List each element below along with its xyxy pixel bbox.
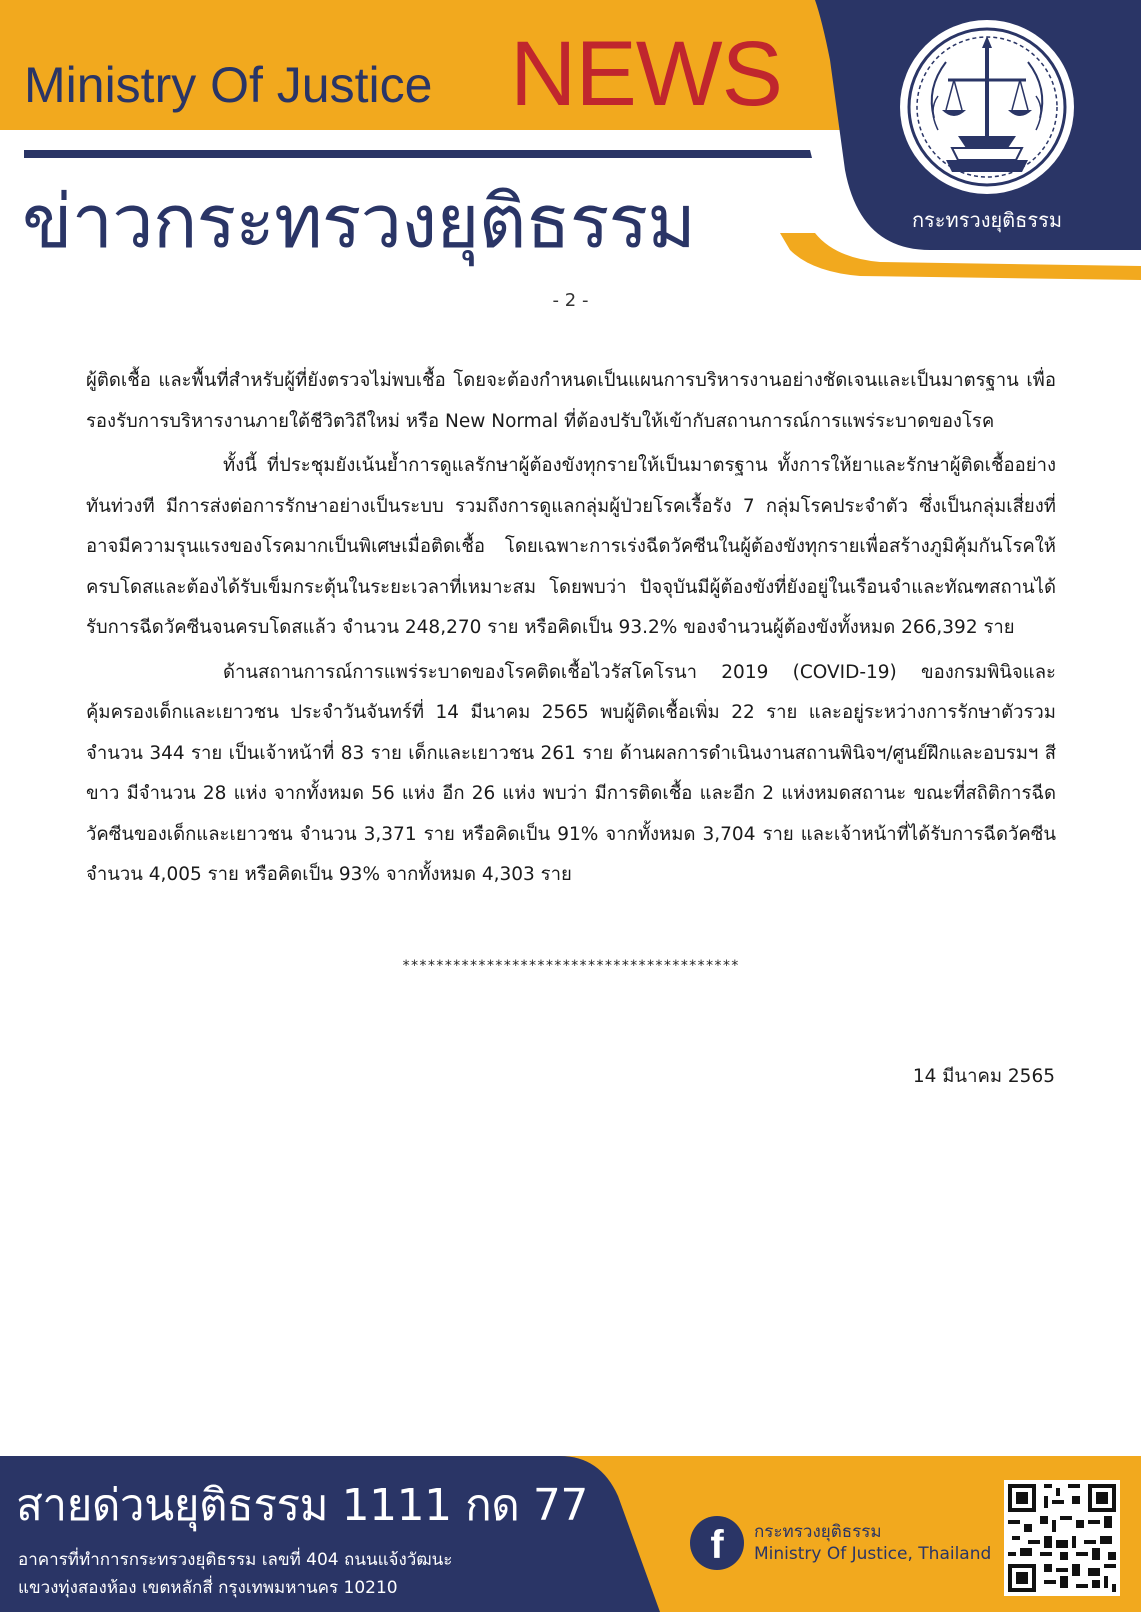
brand-title-english: Ministry Of Justice — [24, 57, 433, 113]
qr-code-icon[interactable] — [1004, 1480, 1120, 1596]
page-number: - 2 - — [552, 290, 589, 311]
hotline-title: สายด่วนยุติธรรม 1111 กด 77 — [16, 1480, 588, 1531]
article-body — [86, 361, 1056, 896]
facebook-page-name-english[interactable]: Ministry Of Justice, Thailand — [754, 1544, 992, 1564]
address-line-1: อาคารที่ทำการกระทรวงยุติธรรม เลขที่ 404 ถนนแจ้งวัฒนะ — [18, 1550, 453, 1570]
section-separator: **************************************** — [401, 958, 740, 974]
brand-news-wordmark: NEWS — [510, 23, 782, 125]
paragraph-youth-covid: ด้านสถานการณ์การแพร่ระบาดของโรคติดเชื้อไวรัสโคโรนา 2019 (COVID-19) ของกรมพินิจและคุ้มครองเด็กและเยาวชน ประจำวันจันทร์ที่ 14 มีนาคม 2565 พบผู้ติดเชื้อเพิ่ม 22 ราย และอยู่ระหว่างการรักษาตัวรวมจำนวน 344 ราย เป็นเจ้าหน้าที่ 83 ราย เด็กและเยาวชน 261 ราย ด้านผลการดำเนินงานสถานพินิจฯ/ศูนย์ฝึกและอบรมฯ สีขาว มีจำนวน 28 แห่ง จากทั้งหมด 56 แห่ง อีก 26 แห่ง พบว่า มีการติดเชื้อ และอีก 2 แห่งหมดสถานะ ขณะที่สถิติการฉีดวัคซีนของเด็กและเยาวชน จำนวน 3,371 ราย หรือคิดเป็น 91% จากทั้งหมด 3,704 ราย และเจ้าหน้าที่ได้รับการฉีดวัคซีน จำนวน 4,005 ราย หรือคิดเป็น 93% จากทั้งหมด 4,303 ราย — [86, 661, 1056, 885]
address-line-2: แขวงทุ่งสองห้อง เขตหลักสี่ กรุงเทพมหานคร 10210 — [18, 1578, 398, 1598]
facebook-icon[interactable]: f — [690, 1516, 744, 1570]
letterhead — [0, 0, 1141, 290]
footer-banner — [0, 1456, 1141, 1612]
paragraph-continuation: ผู้ติดเชื้อ และพื้นที่สำหรับผู้ที่ยังตรวจไม่พบเชื้อ โดยจะต้องกำหนดเป็นแผนการบริหารงานอย่างชัดเจนและเป็นมาตรฐาน เพื่อรองรับการบริหารงานภายใต้ชีวิตวิถีใหม่ หรือ New Normal ที่ต้องปรับให้เข้ากับสถานการณ์การแพร่ระบาดของโรค — [86, 370, 1056, 432]
ministry-address — [18, 1546, 518, 1602]
ministry-seal-icon — [898, 18, 1076, 196]
brand-title-thai: ข่าวกระทรวงยุติธรรม — [22, 179, 696, 265]
seal-caption: กระทรวงยุติธรรม — [911, 208, 1063, 232]
facebook-page-name-thai[interactable]: กระทรวงยุติธรรม — [754, 1522, 882, 1542]
paragraph-inmate-care: ทั้งนี้ ที่ประชุมยังเน้นย้ำการดูแลรักษาผู้ต้องขังทุกรายให้เป็นมาตรฐาน ทั้งการให้ยาและรักษาผู้ติดเชื้ออย่างทันท่วงที มีการส่งต่อการรักษาอย่างเป็นระบบ รวมถึงการดูแลกลุ่มผู้ป่วยโรคเรื้อรัง 7 กลุ่มโรคประจำตัว ซึ่งเป็นกลุ่มเสี่ยงที่อาจมีความรุนแรงของโรคมากเป็นพิเศษเมื่อติดเชื้อ โดยเฉพาะการเร่งฉีดวัคซีนในผู้ต้องขังทุกรายเพื่อสร้างภูมิคุ้มกันโรคให้ครบโดสและต้องได้รับเข็มกระตุ้นในระยะเวลาที่เหมาะสม โดยพบว่า ปัจจุบันมีผู้ต้องขังที่ยังอยู่ในเรือนจำและทัณฑสถานได้รับการฉีดวัคซีนจนครบโดสแล้ว จำนวน 248,270 ราย หรือคิดเป็น 93.2% ของจำนวนผู้ต้องขังทั้งหมด 266,392 ราย — [86, 455, 1056, 638]
release-date: 14 มีนาคม 2565 — [912, 1066, 1055, 1087]
